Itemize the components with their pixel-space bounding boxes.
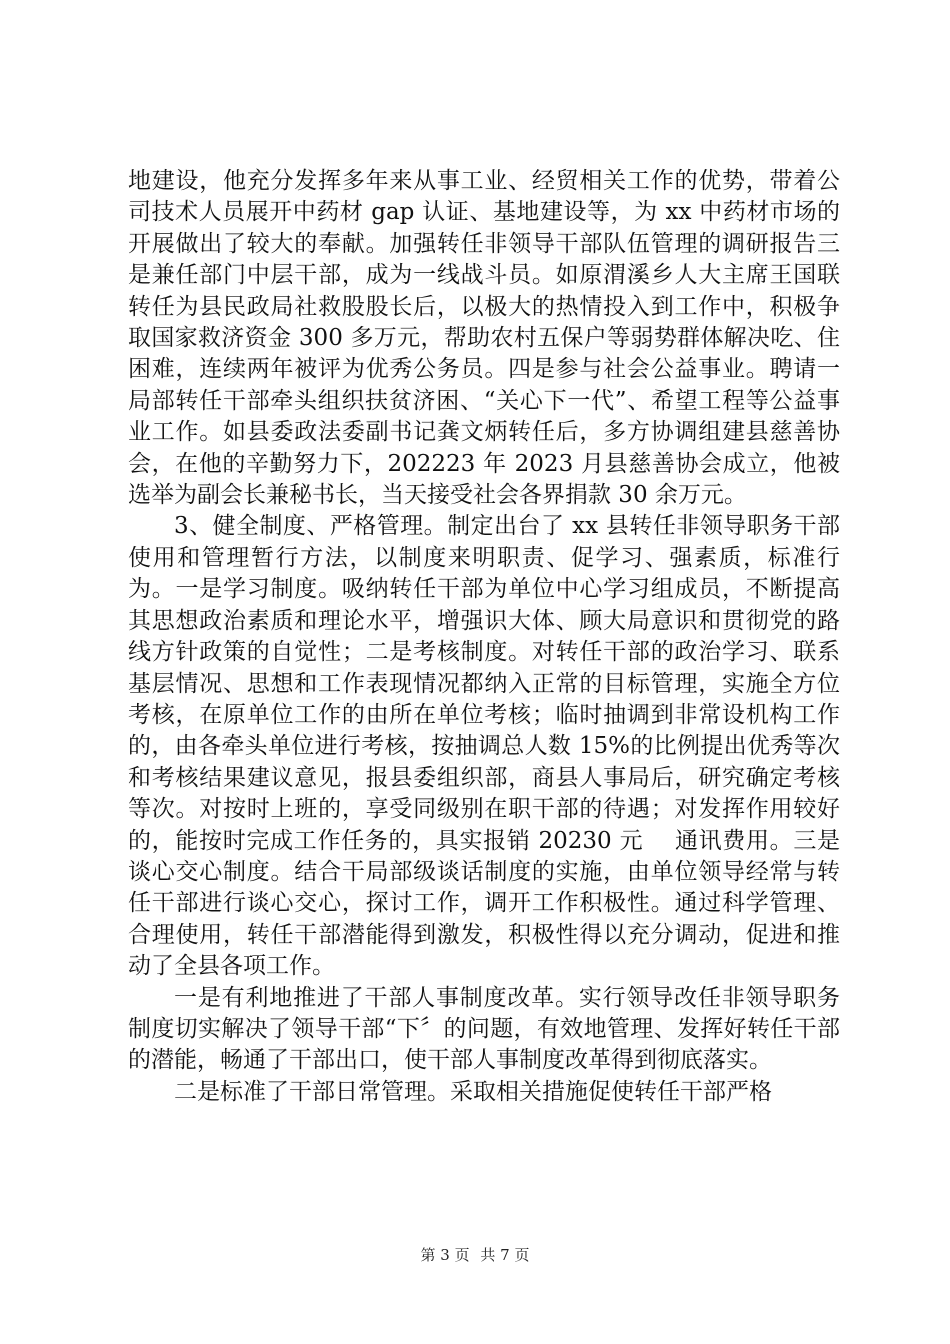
paragraph-1: 地建设，他充分发挥多年来从事工业、经贸相关工作的优势，带着公司技术人员展开中药材 gap 认证、基地建设等，为 xx 中药材市场的开展做出了较大的奉献。加强转任非领导干部队伍管理的调研报告三是兼任部门中层干部，成为一线战斗员。如原渭溪乡人大主席王国联转任为县民政局社救股股长后，以极大的热情投入到工作中，积极争取国家救济资金 300 多万元，帮助农村五保户等弱势群体解决吃、住困难，连续两年被评为优秀公务员。四是参与社会公益事业。聘请一局部转任干部牵头组织扶贫济困、“关心下一代”、希望工程等公益事业工作。如县委政法委副书记龚文炳转任后，多方协调组建县慈善协会，在他的辛勤努力下，202223 年 2023 月县慈善协会成立，他被选举为副会长兼秘书长，当天接受社会各界捐款 30 余万元。 <box>128 168 840 509</box>
page-total: 共 7 页 <box>480 1246 530 1264</box>
page-number: 第 3 页 <box>420 1246 470 1264</box>
document-body <box>128 166 840 1108</box>
paragraph-4: 二是标准了干部日常管理。采取相关措施促使转任干部严格 <box>174 1078 772 1105</box>
paragraph-3: 一是有利地推进了干部人事制度改革。实行领导改任非领导职务制度切实解决了领导干部“下〞的问题，有效地管理、发挥好转任干部的潜能，畅通了干部出口，使干部人事制度改革得到彻底落实。 <box>128 984 840 1074</box>
page-footer <box>0 1244 950 1265</box>
paragraph-2: 3、健全制度、严格管理。制定出台了 xx 县转任非领导职务干部使用和管理暂行方法，以制度来明职责、促学习、强素质，标准行为。一是学习制度。吸纳转任干部为单位中心学习组成员，不断提高其思想政治素质和理论水平，增强识大体、顾大局意识和贯彻党的路线方针政策的自觉性；二是考核制度。对转任干部的政治学习、联系基层情况、思想和工作表现情况都纳入正常的目标管理，实施全方位考核，在原单位工作的由所在单位考核；临时抽调到非常设机构工作的，由各牵头单位进行考核，按抽调总人数 15%的比例提出优秀等次和考核结果建议意见，报县委组织部，商县人事局后，研究确定考核等次。对按时上班的，享受同级别在职干部的待遇；对发挥作用较好的，能按时完成工作任务的，具实报销 20230 元 通讯费用。三是谈心交心制度。结合干局部级谈话制度的实施，由单位领导经常与转任干部进行谈心交心，探讨工作，调开工作积极性。通过科学管理、合理使用，转任干部潜能得到激发，积极性得以充分调动，促进和推动了全县各项工作。 <box>128 513 840 980</box>
